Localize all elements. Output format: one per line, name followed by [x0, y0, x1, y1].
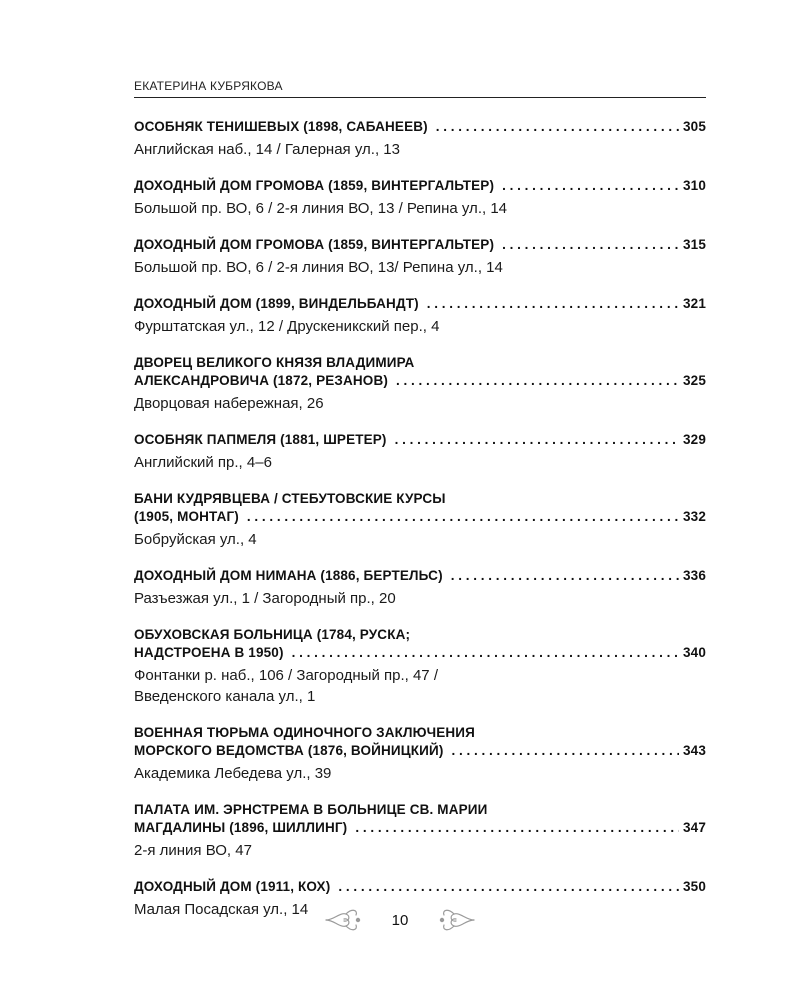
entry-title-line: ОСОБНЯК ПАПМЕЛЯ (1881, ШРЕТЕР)	[134, 432, 387, 447]
entry-title-row	[134, 118, 706, 136]
toc-entry	[134, 295, 706, 337]
entry-address-line: Фурштатская ул., 12 / Друскеникский пер., 4	[134, 318, 440, 335]
dot-leader	[355, 819, 679, 837]
entry-title-line: НАДСТРОЕНА В 1950)	[134, 645, 284, 660]
entry-title	[134, 490, 706, 526]
entry-title-line: БАНИ КУДРЯВЦЕВА / СТЕБУТОВСКИЕ КУРСЫ	[134, 491, 446, 506]
entry-address-line: Английская наб., 14 / Галерная ул., 13	[134, 141, 400, 158]
dot-leader	[292, 644, 679, 662]
dot-leader	[338, 878, 679, 896]
toc-entry	[134, 354, 706, 414]
entry-title	[134, 878, 706, 896]
entry-page-number[interactable]: 305	[683, 119, 706, 134]
entry-title-line: АЛЕКСАНДРОВИЧА (1872, РЕЗАНОВ)	[134, 373, 388, 388]
entry-address	[134, 198, 706, 219]
entry-page-number[interactable]: 350	[683, 879, 706, 894]
entry-title	[134, 567, 706, 585]
entry-page-number[interactable]: 343	[683, 743, 706, 758]
entry-title-line: ДОХОДНЫЙ ДОМ (1911, КОХ)	[134, 879, 331, 894]
entry-title	[134, 626, 706, 662]
entry-title-line: МАГДАЛИНЫ (1896, ШИЛЛИНГ)	[134, 820, 348, 835]
entry-page-number[interactable]: 329	[683, 432, 706, 447]
toc-entry	[134, 236, 706, 278]
entry-address-line: Академика Лебедева ул., 39	[134, 765, 332, 782]
toc-entry	[134, 490, 706, 550]
page-number: 10	[391, 911, 409, 929]
entry-page-number[interactable]: 347	[683, 820, 706, 835]
entry-page-number[interactable]: 332	[683, 509, 706, 524]
entry-title-row	[134, 878, 706, 896]
toc-entry	[134, 177, 706, 219]
entry-title-line: ДОХОДНЫЙ ДОМ ГРОМОВА (1859, ВИНТЕРГАЛЬТЕР)	[134, 237, 495, 252]
entry-address-line: Фонтанки р. наб., 106 / Загородный пр., 47 /	[134, 667, 438, 684]
entry-address	[134, 665, 706, 707]
entry-page-number[interactable]: 321	[683, 296, 706, 311]
table-of-contents	[134, 118, 706, 937]
dot-leader	[502, 236, 679, 254]
entry-title-line: ДВОРЕЦ ВЕЛИКОГО КНЯЗЯ ВЛАДИМИРА	[134, 355, 415, 370]
entry-address	[134, 840, 706, 861]
dot-leader	[502, 177, 679, 195]
entry-address	[134, 393, 706, 414]
entry-address	[134, 452, 706, 473]
entry-title	[134, 801, 706, 837]
entry-title-row	[134, 742, 706, 760]
entry-address	[134, 763, 706, 784]
entry-title	[134, 118, 706, 136]
entry-page-number[interactable]: 340	[683, 645, 706, 660]
entry-title-line: ДОХОДНЫЙ ДОМ (1899, ВИНДЕЛЬБАНДТ)	[134, 296, 419, 311]
entry-address	[134, 316, 706, 337]
toc-entry	[134, 118, 706, 160]
entry-address-line: Бобруйская ул., 4	[134, 531, 257, 548]
entry-title	[134, 724, 706, 760]
entry-title	[134, 236, 706, 254]
entry-address-line: Малая Посадская ул., 14	[134, 901, 309, 918]
entry-page-number[interactable]: 325	[683, 373, 706, 388]
toc-entry	[134, 626, 706, 707]
entry-title-line: ОБУХОВСКАЯ БОЛЬНИЦА (1784, РУСКА;	[134, 627, 411, 642]
entry-title-row	[134, 431, 706, 449]
entry-title-row	[134, 567, 706, 585]
entry-title-row	[134, 372, 706, 390]
entry-address-line: Разъезжая ул., 1 / Загородный пр., 20	[134, 590, 396, 607]
entry-title-line: ОСОБНЯК ТЕНИШЕВЫХ (1898, САБАНЕЕВ)	[134, 119, 428, 134]
entry-address	[134, 588, 706, 609]
toc-entry	[134, 801, 706, 861]
entry-address-line: Английский пр., 4–6	[134, 454, 272, 471]
entry-page-number[interactable]: 336	[683, 568, 706, 583]
entry-title-line: ДОХОДНЫЙ ДОМ НИМАНА (1886, БЕРТЕЛЬС)	[134, 568, 443, 583]
entry-address-line: 2-я линия ВО, 47	[134, 842, 252, 859]
entry-page-number[interactable]: 310	[683, 178, 706, 193]
entry-address	[134, 257, 706, 278]
entry-title-row	[134, 295, 706, 313]
entry-address-line: Большой пр. ВО, 6 / 2-я линия ВО, 13 / Репина ул., 14	[134, 200, 508, 217]
page-footer	[0, 898, 800, 942]
entry-title	[134, 431, 706, 449]
entry-title-row	[134, 177, 706, 195]
toc-entry	[134, 431, 706, 473]
entry-title-line: ВОЕННАЯ ТЮРЬМА ОДИНОЧНОГО ЗАКЛЮЧЕНИЯ	[134, 725, 475, 740]
flourish-right-icon	[438, 902, 478, 938]
dot-leader	[452, 742, 680, 760]
entry-address	[134, 139, 706, 160]
toc-entry	[134, 724, 706, 784]
flourish-left-icon	[322, 902, 362, 938]
entry-title-line: ПАЛАТА ИМ. ЭРНСТРЕМА В БОЛЬНИЦЕ СВ. МАРИИ	[134, 802, 488, 817]
entry-address-line: Большой пр. ВО, 6 / 2-я линия ВО, 13/ Репина ул., 14	[134, 259, 503, 276]
dot-leader	[451, 567, 679, 585]
entry-title-row	[134, 236, 706, 254]
toc-entry	[134, 567, 706, 609]
entry-address	[134, 529, 706, 550]
entry-title	[134, 177, 706, 195]
running-header	[134, 79, 706, 98]
entry-title-line: (1905, МОНТАГ)	[134, 509, 239, 524]
entry-title-row	[134, 644, 706, 662]
entry-page-number[interactable]: 315	[683, 237, 706, 252]
entry-address-line: Введенского канала ул., 1	[134, 688, 316, 705]
entry-title-line: МОРСКОГО ВЕДОМСТВА (1876, ВОЙНИЦКИЙ)	[134, 743, 444, 758]
running-header-title: ЕКАТЕРИНА КУБРЯКОВА	[134, 79, 283, 93]
dot-leader	[436, 118, 679, 136]
dot-leader	[395, 431, 679, 449]
entry-title-row	[134, 508, 706, 526]
entry-title	[134, 354, 706, 390]
dot-leader	[396, 372, 679, 390]
entry-address-line: Дворцовая набережная, 26	[134, 395, 324, 412]
entry-title-row	[134, 819, 706, 837]
entry-title	[134, 295, 706, 313]
dot-leader	[427, 295, 679, 313]
dot-leader	[247, 508, 679, 526]
entry-title-line: ДОХОДНЫЙ ДОМ ГРОМОВА (1859, ВИНТЕРГАЛЬТЕР)	[134, 178, 495, 193]
